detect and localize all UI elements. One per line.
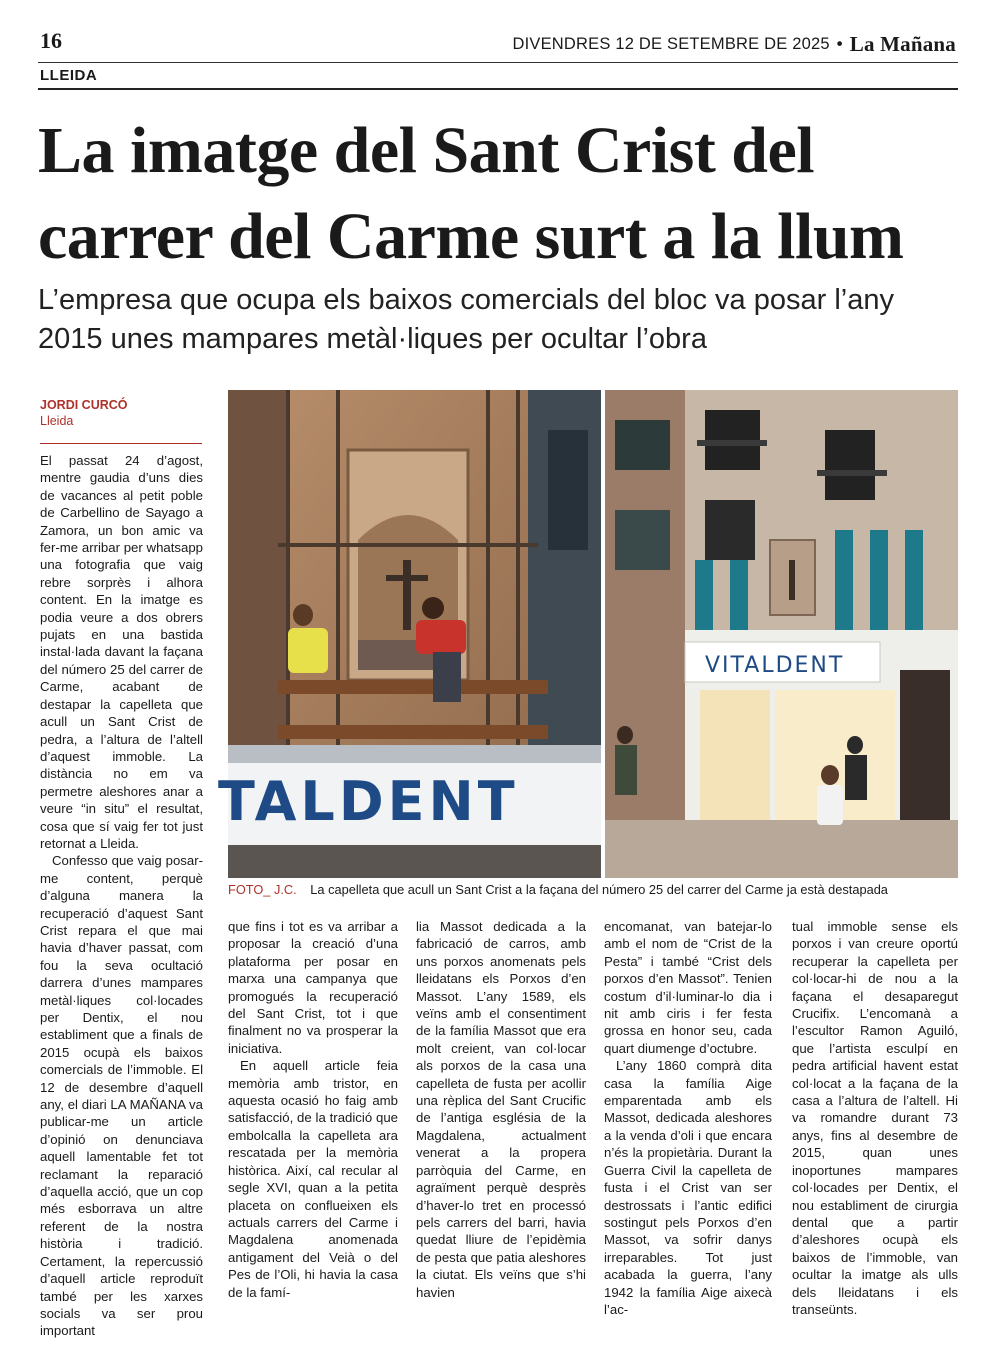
paragraph: tual immoble sense els porxos i van creure oportú recuperar la capelleta per col·locar-hi de nou a la façana el desaparegut Crucifix. L’encomanà a l’escultor Ramon Aguiló, que l’artista esculpí en pedra artificial havent estat col·locat a la façana de la casa a l’altura de l’altell. Hi va romandre durant 73 anys, fins al desembre de 2015, quan unes inoportunes mampares col·locades per Dentix, el nou establiment de cirurgia dental que a partir d’aleshores ocupà els baixos de l’immoble, van ocultar la imatge als ulls dels lleidatans i els transeünts. <box>792 919 958 1317</box>
paragraph: En aquell article feia memòria amb tristor, en aquesta ocasió ho faig amb satisfacció, de la tradició que embolcalla la capelleta ara rescatada per la memòria històrica. Així, cal recular al segle XVI, quan a la petita placeta on conflueixen els actuals carrers del Carme i Magdalena anomenada antigament del Veià o del Pes de l’Oli, hi havia la casa de la famí- <box>228 1058 398 1300</box>
paragraph: que fins i tot es va arribar a proposar la creació d’una plataforma per posar en marxa una campanya que promogués la recuperació del Sant Crist, tot i que finalment no va prosperar la iniciativa. <box>228 919 398 1056</box>
article-column-5 <box>792 918 958 1318</box>
paragraph: Confesso que vaig posar-me content, perquè d’alguna manera la recuperació d’aquest Sant Crist repara el que mai havia d’haver passat, com fou la seva ocultació darrera d’unes mampares metàl·liques col·locades per Dentix, el nou establiment que a finals de 2015 ocupà els baixos comercials de l’immoble. El 12 de desembre d’aquell any, el diari LA MAÑANA va publicar-me un article d’opinió on denunciava aquell lamentable fet tot reclamant la reparació d’aquella acció, que un cop més esborrava un altre referent de la nostra història i tradició. Certament, la repercussió d’aquell article reproduït també per les xarxes socials va ser prou important <box>40 853 203 1339</box>
dateline <box>513 32 957 57</box>
paragraph: L’any 1860 comprà dita casa la família Aige emparentada amb els Massot, dedicada aleshores a la venda d’oli i que encara n’és la propietària. Durant la Guerra Civil la capelleta de fusta i el Crist van ser destrossats i l’antic edifici sostingut pels Porxos d’en Massot, va sofrir danys irreparables. Tot just acabada la guerra, l’any 1942 la família Aige aixecà l’ac- <box>604 1058 772 1317</box>
caption-text: La capelleta que acull un Sant Crist a la façana del número 25 del carrer del Carme ja està destapada <box>310 882 888 897</box>
photo-building-facade <box>605 390 958 878</box>
author-name: JORDI CURCÓ <box>40 398 128 412</box>
subheadline: L’empresa que ocupa els baixos comercials del bloc va posar l’any 2015 unes mampares metàl·liques per ocultar l’obra <box>38 284 894 355</box>
page-number: 16 <box>40 28 62 53</box>
article-column-1 <box>40 452 203 1339</box>
photo-scaffold-workers <box>218 390 601 878</box>
article-column-2 <box>228 918 398 1318</box>
photo-caption <box>228 882 963 897</box>
newspaper-brand: La Mañana <box>849 32 956 56</box>
sign-text-vitaldent: VITALDENT <box>705 653 845 678</box>
byline-rule <box>40 443 202 444</box>
paragraph: lia Massot dedicada a la fabricació de carros, amb uns porxos anomenats pels lleidatans els Porxos d’en Massot. L’any 1589, els veïns amb el consentiment de la família Massot que era molt creient, van col·locar als porxos de la casa una capelleta de fusta per acollir una rèplica del Sant Crucific de l’antiga església de la Magdalena, actualment venerat a la propera parròquia del Carme, en agraïment perquè desprès d’haver-lo tret en processó pels carrers del barri, havia quedat lliure de l’epidèmia de pesta que patia aleshores la ciutat. Els veïns que s’hi havien <box>416 919 586 1300</box>
headline: La imatge del Sant Crist del carrer del Carme surt a la llum <box>38 114 904 273</box>
section-label: LLEIDA <box>40 67 98 84</box>
section-rule <box>38 88 958 90</box>
byline <box>40 397 128 429</box>
author-location: Lleida <box>40 414 74 428</box>
paragraph: El passat 24 d’agost, mentre gaudia d’uns dies de vacances al petit poble de Carbellino de Sayago a Zamora, un bon amic va fer-me arribar per whatsapp una fotografia que vaig rebre sorprès i alhora content. En la imatge es podia veure a dos obrers pujats en una bastida instal·lada davant la façana del número 25 del carrer de Carme, acabant de destapar la capelleta que acull un Sant Crist de pedra, a l’altura de l’altell d’aquest immoble. La distància no em va permetre aleshores anar a veure “in situ” el resultat, cosa que sí vaig fer tot just retornat a Lleida. <box>40 453 203 851</box>
header-rule <box>38 62 958 63</box>
sign-text-taldent: TALDENT <box>218 770 519 833</box>
separator-dot: • <box>836 35 843 53</box>
paragraph: encomanat, van batejar-lo amb el nom de “Crist de la Pesta” i també “Crist dels porxos d’en Massot”. Tenien costum d’il·luminar-lo dia i nit amb ciris i fer festa grossa en honor seu, cada quart diumenge d’octubre. <box>604 919 772 1056</box>
article-column-3 <box>416 918 586 1318</box>
photo-credit: FOTO_ J.C. <box>228 882 297 897</box>
issue-date: DIVENDRES 12 DE SETEMBRE DE 2025 <box>512 35 830 53</box>
article-column-4 <box>604 918 772 1318</box>
